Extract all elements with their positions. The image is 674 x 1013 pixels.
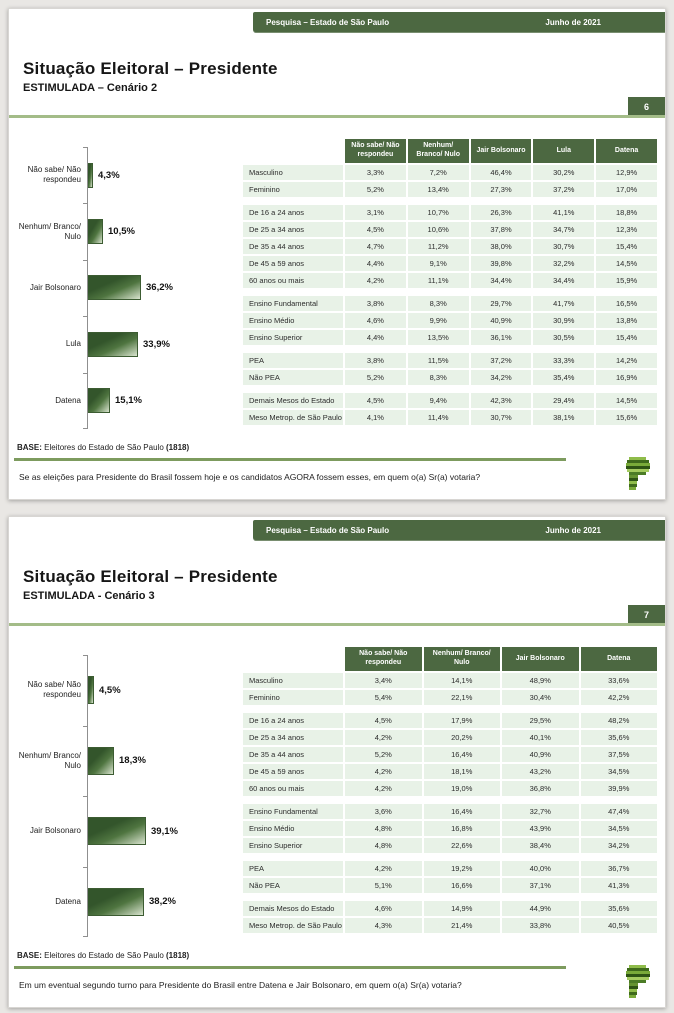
bar-value-label: 4,5% xyxy=(99,684,121,696)
table-cell: 17,9% xyxy=(424,713,501,728)
table-group-spacer xyxy=(243,798,657,802)
table-row-label: Demais Mesos do Estado xyxy=(243,901,343,916)
question-text: Em um eventual segundo turno para Presidente do Brasil entre Datena e Jair Bolsonaro, em quem o(a) Sr(a) votaria? xyxy=(19,980,462,990)
bar-value-label: 33,9% xyxy=(143,338,170,350)
table-cell: 4,2% xyxy=(345,273,406,288)
page-subtitle: ESTIMULADA – Cenário 2 xyxy=(23,82,158,94)
table-row-label: De 25 a 34 anos xyxy=(243,222,343,237)
chart-axis-tick xyxy=(83,373,87,374)
table-cell: 4,4% xyxy=(345,256,406,271)
table-cell: 4,3% xyxy=(345,918,422,933)
table-cell: 9,1% xyxy=(408,256,469,271)
table-cell: 30,9% xyxy=(533,313,594,328)
table-cell: 4,7% xyxy=(345,239,406,254)
slide-page-7 xyxy=(8,516,666,1008)
table-cell: 8,3% xyxy=(408,296,469,311)
chart-axis-tick xyxy=(83,867,87,868)
bar-value-label: 18,3% xyxy=(119,755,146,767)
table-cell: 38,0% xyxy=(471,239,532,254)
chart-category-label: Jair Bolsonaro xyxy=(29,826,81,836)
table-cell: 13,8% xyxy=(596,313,657,328)
table-cell: 47,4% xyxy=(581,804,658,819)
table-cell: 15,4% xyxy=(596,239,657,254)
slide-page-6 xyxy=(8,8,666,500)
table-row-label: Feminino xyxy=(243,182,343,197)
table-row-label: Meso Metrop. de São Paulo xyxy=(243,918,343,933)
table-cell: 15,4% xyxy=(596,330,657,345)
page-number-badge: 6 xyxy=(628,97,665,116)
crosstab-table xyxy=(243,647,657,933)
table-cell: 4,5% xyxy=(345,222,406,237)
table-cell: 34,7% xyxy=(533,222,594,237)
chart-row xyxy=(17,655,243,726)
table-cell: 15,9% xyxy=(596,273,657,288)
table-cell: 42,2% xyxy=(581,690,658,705)
table-cell: 15,6% xyxy=(596,410,657,425)
table-cell: 3,4% xyxy=(345,673,422,688)
table-cell: 18,1% xyxy=(424,764,501,779)
table-cell: 21,4% xyxy=(424,918,501,933)
table-cell: 9,9% xyxy=(408,313,469,328)
table-cell: 48,9% xyxy=(502,673,579,688)
chart-axis-tick xyxy=(83,428,87,429)
bar xyxy=(87,747,114,775)
table-cell: 32,2% xyxy=(533,256,594,271)
table-cell: 16,9% xyxy=(596,370,657,385)
table-cell: 34,2% xyxy=(581,838,658,853)
table-cell: 16,4% xyxy=(424,804,501,819)
table-cell: 4,5% xyxy=(345,393,406,408)
chart-row xyxy=(17,260,243,316)
chart-axis-tick xyxy=(83,936,87,937)
table-cell: 5,2% xyxy=(345,370,406,385)
table-column-header: Nenhum/ Branco/ Nulo xyxy=(408,139,469,163)
base-label: BASE: xyxy=(17,951,42,960)
table-cell: 3,1% xyxy=(345,205,406,220)
chart-category-label: Não sabe/ Não respondeu xyxy=(27,680,81,700)
chart-category-label: Jair Bolsonaro xyxy=(29,282,81,292)
table-cell: 18,8% xyxy=(596,205,657,220)
table-cell: 41,3% xyxy=(581,878,658,893)
bar xyxy=(87,275,141,300)
table-cell: 30,4% xyxy=(502,690,579,705)
table-cell: 37,1% xyxy=(502,878,579,893)
table-cell: 43,9% xyxy=(502,821,579,836)
table-column-header: Não sabe/ Não respondeu xyxy=(345,647,422,671)
company-logo-icon xyxy=(625,457,651,493)
base-text: Eleitores do Estado de São Paulo xyxy=(44,951,164,960)
bar-value-label: 36,2% xyxy=(146,282,173,294)
table-row-label: De 45 a 59 anos xyxy=(243,764,343,779)
title-divider xyxy=(9,623,665,626)
table-row-label: 60 anos ou mais xyxy=(243,273,343,288)
chart-category-label: Nenhum/ Branco/ Nulo xyxy=(18,221,81,241)
page-number-badge: 7 xyxy=(628,605,665,624)
table-cell: 4,8% xyxy=(345,821,422,836)
table-cell: 4,1% xyxy=(345,410,406,425)
table-cell: 36,8% xyxy=(502,781,579,796)
table-group-spacer xyxy=(243,895,657,899)
title-divider xyxy=(9,115,665,118)
page-title: Situação Eleitoral – Presidente xyxy=(23,567,278,586)
table-row-label: Masculino xyxy=(243,673,343,688)
table-cell: 3,6% xyxy=(345,804,422,819)
table-cell: 5,2% xyxy=(345,182,406,197)
table-row-label: De 16 a 24 anos xyxy=(243,205,343,220)
table-cell: 7,2% xyxy=(408,165,469,180)
table-cell: 3,3% xyxy=(345,165,406,180)
table-row-label: De 35 a 44 anos xyxy=(243,239,343,254)
table-cell: 12,9% xyxy=(596,165,657,180)
chart-row xyxy=(17,147,243,203)
table-cell: 34,2% xyxy=(471,370,532,385)
slide-header-bar xyxy=(253,520,665,541)
chart-axis-tick xyxy=(83,316,87,317)
table-column-header: Nenhum/ Branco/ Nulo xyxy=(424,647,501,671)
table-cell: 16,6% xyxy=(424,878,501,893)
results-bar-chart xyxy=(17,147,243,429)
chart-axis xyxy=(87,655,88,937)
table-cell: 4,6% xyxy=(345,901,422,916)
table-cell: 36,7% xyxy=(581,861,658,876)
table-cell: 14,5% xyxy=(596,256,657,271)
table-cell: 40,9% xyxy=(502,747,579,762)
table-cell: 40,0% xyxy=(502,861,579,876)
table-cell: 22,1% xyxy=(424,690,501,705)
bar-value-label: 10,5% xyxy=(108,226,135,238)
company-logo-icon xyxy=(625,965,651,1001)
table-cell: 27,3% xyxy=(471,182,532,197)
table-cell: 40,9% xyxy=(471,313,532,328)
table-cell: 33,8% xyxy=(502,918,579,933)
table-row-label: Demais Mesos do Estado xyxy=(243,393,343,408)
table-cell: 5,4% xyxy=(345,690,422,705)
crosstab-table xyxy=(243,139,657,425)
results-bar-chart xyxy=(17,655,243,937)
table-cell: 39,8% xyxy=(471,256,532,271)
chart-category-label: Datena xyxy=(55,395,81,405)
table-column-header: Datena xyxy=(596,139,657,163)
table-cell: 14,2% xyxy=(596,353,657,368)
table-cell: 33,6% xyxy=(581,673,658,688)
table-cell: 37,2% xyxy=(471,353,532,368)
table-cell: 10,7% xyxy=(408,205,469,220)
table-row-label: Não PEA xyxy=(243,878,343,893)
header-survey-title: Pesquisa – Estado de São Paulo xyxy=(266,18,390,27)
chart-category-label: Nenhum/ Branco/ Nulo xyxy=(18,750,81,770)
table-row-label: Ensino Médio xyxy=(243,313,343,328)
table-cell: 29,4% xyxy=(533,393,594,408)
table-column-header: Jair Bolsonaro xyxy=(471,139,532,163)
base-note xyxy=(17,951,189,960)
table-cell: 11,2% xyxy=(408,239,469,254)
table-column-header: Lula xyxy=(533,139,594,163)
table-cell: 19,0% xyxy=(424,781,501,796)
table-corner-cell xyxy=(243,139,343,163)
header-date: Junho de 2021 xyxy=(545,18,601,27)
bar xyxy=(87,332,138,357)
table-cell: 16,5% xyxy=(596,296,657,311)
table-cell: 26,3% xyxy=(471,205,532,220)
table-cell: 38,4% xyxy=(502,838,579,853)
table-cell: 19,2% xyxy=(424,861,501,876)
bar-value-label: 38,2% xyxy=(149,896,176,908)
table-cell: 30,2% xyxy=(533,165,594,180)
table-row-label: De 25 a 34 anos xyxy=(243,730,343,745)
table-column-header: Não sabe/ Não respondeu xyxy=(345,139,406,163)
table-cell: 46,4% xyxy=(471,165,532,180)
base-note xyxy=(17,443,189,452)
table-cell: 20,2% xyxy=(424,730,501,745)
table-cell: 34,4% xyxy=(471,273,532,288)
table-row-label: Meso Metrop. de São Paulo xyxy=(243,410,343,425)
table-corner-cell xyxy=(243,647,343,671)
table-cell: 34,5% xyxy=(581,821,658,836)
table-cell: 44,9% xyxy=(502,901,579,916)
table-row-label: Ensino Fundamental xyxy=(243,296,343,311)
bar xyxy=(87,888,144,916)
chart-axis xyxy=(87,147,88,429)
base-sample-size: (1818) xyxy=(166,951,190,960)
table-row-label: De 16 a 24 anos xyxy=(243,713,343,728)
bar xyxy=(87,219,103,244)
header-date: Junho de 2021 xyxy=(545,526,601,535)
table-row-label: Masculino xyxy=(243,165,343,180)
table-cell: 30,5% xyxy=(533,330,594,345)
table-cell: 34,4% xyxy=(533,273,594,288)
chart-row xyxy=(17,726,243,797)
table-cell: 4,2% xyxy=(345,861,422,876)
bar-value-label: 39,1% xyxy=(151,825,178,837)
chart-row xyxy=(17,796,243,867)
table-row-label: PEA xyxy=(243,861,343,876)
table-group-spacer xyxy=(243,707,657,711)
table-cell: 34,5% xyxy=(581,764,658,779)
page-subtitle: ESTIMULADA - Cenário 3 xyxy=(23,590,155,602)
table-cell: 16,4% xyxy=(424,747,501,762)
chart-axis-tick xyxy=(83,203,87,204)
table-cell: 3,8% xyxy=(345,296,406,311)
chart-category-label: Lula xyxy=(65,339,81,349)
table-cell: 4,5% xyxy=(345,713,422,728)
table-cell: 37,2% xyxy=(533,182,594,197)
bar xyxy=(87,676,94,704)
bar xyxy=(87,817,146,845)
table-row-label: 60 anos ou mais xyxy=(243,781,343,796)
chart-axis-tick xyxy=(83,726,87,727)
table-cell: 8,3% xyxy=(408,370,469,385)
table-cell: 11,1% xyxy=(408,273,469,288)
chart-row xyxy=(17,203,243,259)
table-row-label: Ensino Superior xyxy=(243,838,343,853)
table-cell: 4,6% xyxy=(345,313,406,328)
table-cell: 42,3% xyxy=(471,393,532,408)
table-cell: 11,4% xyxy=(408,410,469,425)
table-cell: 11,5% xyxy=(408,353,469,368)
table-cell: 3,8% xyxy=(345,353,406,368)
table-group-spacer xyxy=(243,347,657,351)
table-cell: 37,8% xyxy=(471,222,532,237)
bar-value-label: 4,3% xyxy=(98,169,120,181)
base-label: BASE: xyxy=(17,443,42,452)
table-cell: 41,1% xyxy=(533,205,594,220)
chart-axis-tick xyxy=(83,147,87,148)
table-group-spacer xyxy=(243,387,657,391)
table-cell: 4,2% xyxy=(345,781,422,796)
page-title: Situação Eleitoral – Presidente xyxy=(23,59,278,78)
table-column-header: Datena xyxy=(581,647,658,671)
table-cell: 13,5% xyxy=(408,330,469,345)
table-cell: 4,8% xyxy=(345,838,422,853)
table-cell: 33,3% xyxy=(533,353,594,368)
table-cell: 29,7% xyxy=(471,296,532,311)
table-cell: 30,7% xyxy=(471,410,532,425)
table-cell: 4,2% xyxy=(345,764,422,779)
table-cell: 39,9% xyxy=(581,781,658,796)
question-text: Se as eleições para Presidente do Brasil fossem hoje e os candidatos AGORA fossem esses, em quem o(a) Sr(a) votaria? xyxy=(19,472,481,482)
table-row-label: De 45 a 59 anos xyxy=(243,256,343,271)
table-cell: 32,7% xyxy=(502,804,579,819)
table-group-spacer xyxy=(243,855,657,859)
table-cell: 9,4% xyxy=(408,393,469,408)
table-row-label: Ensino Superior xyxy=(243,330,343,345)
table-row-label: De 35 a 44 anos xyxy=(243,747,343,762)
header-survey-title: Pesquisa – Estado de São Paulo xyxy=(266,526,390,535)
chart-axis-tick xyxy=(83,655,87,656)
table-cell: 29,5% xyxy=(502,713,579,728)
table-cell: 16,8% xyxy=(424,821,501,836)
table-cell: 43,2% xyxy=(502,764,579,779)
table-row-label: Não PEA xyxy=(243,370,343,385)
table-cell: 14,9% xyxy=(424,901,501,916)
table-row-label: Feminino xyxy=(243,690,343,705)
chart-row xyxy=(17,373,243,429)
chart-axis-tick xyxy=(83,260,87,261)
chart-category-label: Datena xyxy=(55,896,81,906)
table-cell: 38,1% xyxy=(533,410,594,425)
table-cell: 41,7% xyxy=(533,296,594,311)
table-cell: 17,0% xyxy=(596,182,657,197)
table-cell: 5,2% xyxy=(345,747,422,762)
bar xyxy=(87,388,110,413)
table-cell: 4,2% xyxy=(345,730,422,745)
chart-row xyxy=(17,867,243,938)
base-text: Eleitores do Estado de São Paulo xyxy=(44,443,164,452)
table-cell: 4,4% xyxy=(345,330,406,345)
chart-category-label: Não sabe/ Não respondeu xyxy=(27,165,81,185)
table-cell: 37,5% xyxy=(581,747,658,762)
bar-value-label: 15,1% xyxy=(115,395,142,407)
table-cell: 36,1% xyxy=(471,330,532,345)
question-divider xyxy=(14,458,566,461)
chart-row xyxy=(17,316,243,372)
table-row-label: PEA xyxy=(243,353,343,368)
table-cell: 14,5% xyxy=(596,393,657,408)
table-column-header: Jair Bolsonaro xyxy=(502,647,579,671)
table-cell: 13,4% xyxy=(408,182,469,197)
table-cell: 5,1% xyxy=(345,878,422,893)
table-cell: 40,1% xyxy=(502,730,579,745)
base-sample-size: (1818) xyxy=(166,443,190,452)
table-cell: 10,6% xyxy=(408,222,469,237)
table-group-spacer xyxy=(243,199,657,203)
table-row-label: Ensino Fundamental xyxy=(243,804,343,819)
table-row-label: Ensino Médio xyxy=(243,821,343,836)
table-cell: 35,4% xyxy=(533,370,594,385)
table-cell: 22,6% xyxy=(424,838,501,853)
table-cell: 30,7% xyxy=(533,239,594,254)
question-divider xyxy=(14,966,566,969)
table-cell: 35,6% xyxy=(581,901,658,916)
slide-header-bar xyxy=(253,12,665,33)
chart-axis-tick xyxy=(83,796,87,797)
table-group-spacer xyxy=(243,290,657,294)
table-cell: 48,2% xyxy=(581,713,658,728)
table-cell: 35,6% xyxy=(581,730,658,745)
table-cell: 14,1% xyxy=(424,673,501,688)
table-cell: 40,5% xyxy=(581,918,658,933)
table-cell: 12,3% xyxy=(596,222,657,237)
